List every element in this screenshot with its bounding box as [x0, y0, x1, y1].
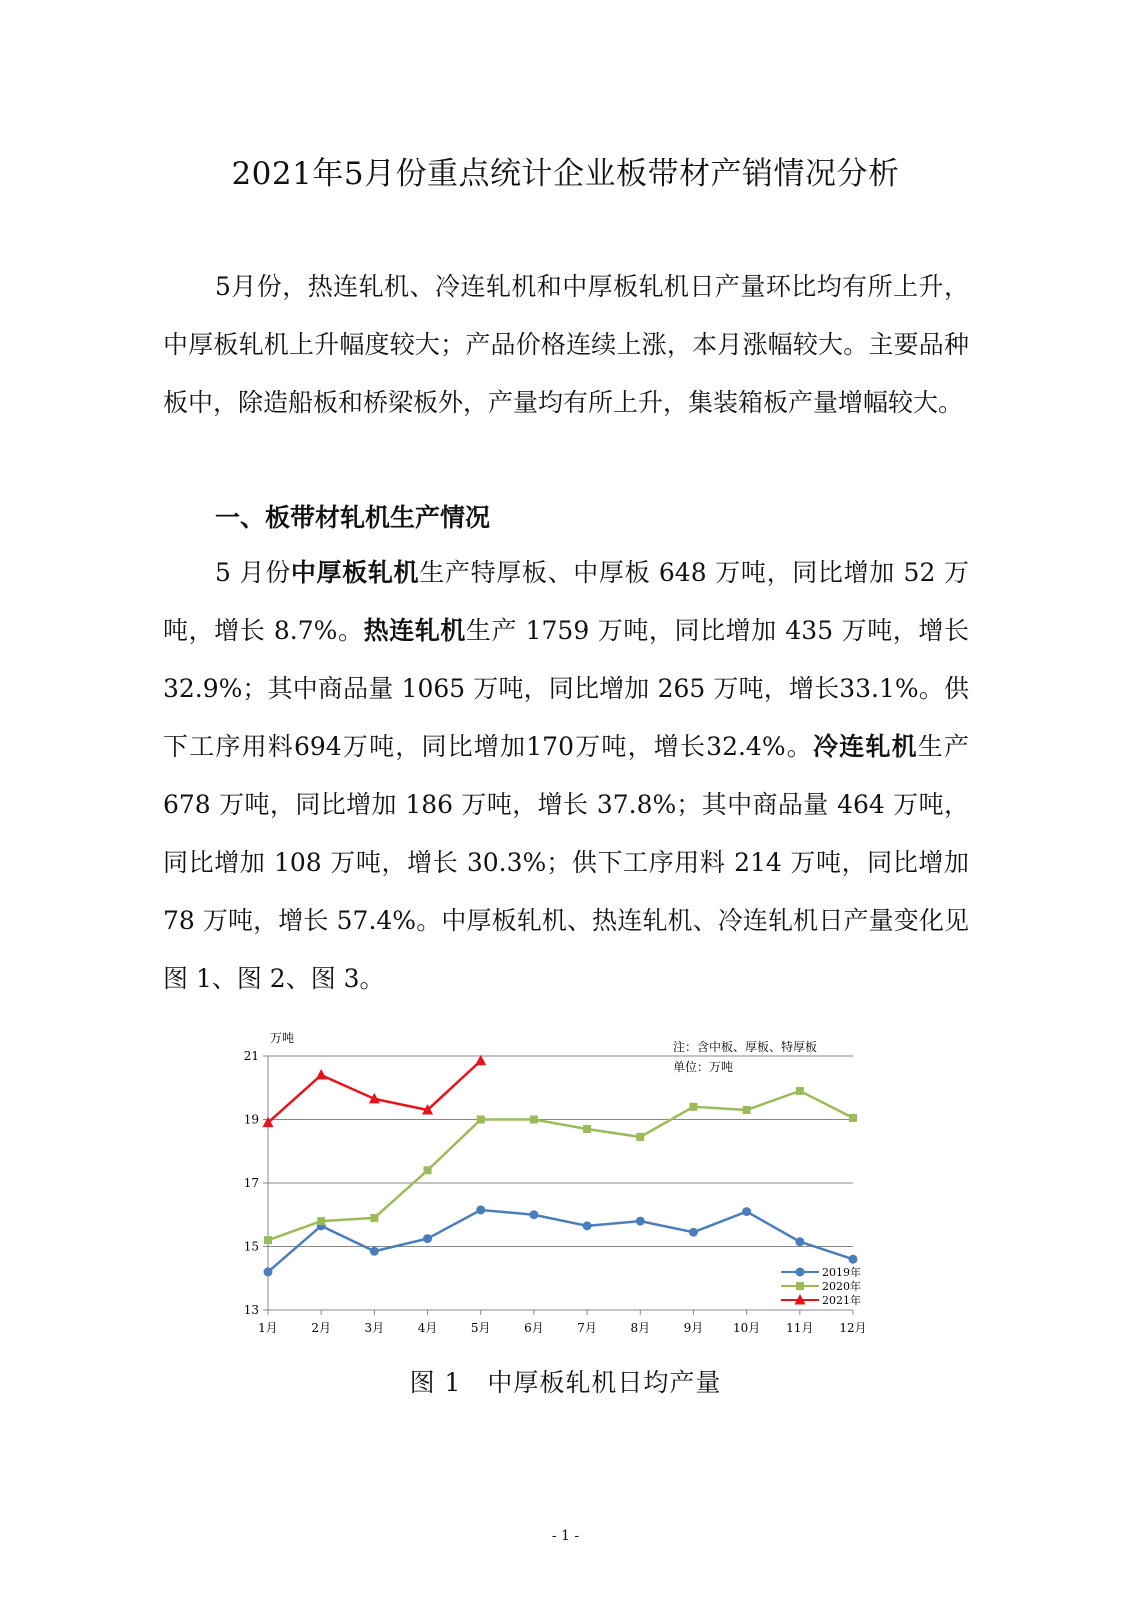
data-point — [423, 1234, 432, 1243]
y-tick-label: 13 — [243, 1303, 259, 1317]
legend-item — [781, 1265, 861, 1279]
x-tick-label: 5月 — [470, 1321, 491, 1335]
plate-stats: 生产特厚板、中厚板 648 万吨，同比增加 52 万吨，增长 8.7%。 — [163, 558, 969, 645]
legend-label: 2019年 — [822, 1266, 861, 1279]
mill-name-cold-strip: 冷连轧机 — [812, 732, 918, 761]
series-line — [268, 1091, 853, 1240]
data-point — [742, 1207, 751, 1216]
data-point — [317, 1217, 325, 1225]
section-heading: 一、板带材轧机生产情况 — [215, 503, 491, 532]
legend-item — [781, 1279, 861, 1293]
document-title: 2021年5月份重点统计企业板带材产销情况分析 — [231, 156, 900, 192]
p2-prefix: 5 月份 — [215, 558, 291, 587]
data-point — [849, 1114, 857, 1122]
intro-text: 5月份，热连轧机、冷连轧机和中厚板轧机日产量环比均有所上升，中厚板轧机上升幅度较大；产品价格连续上涨，本月涨幅较大。主要品种板中，除造船板和桥梁板外，产量均有所上升，集装箱板产量增幅较大。 — [163, 272, 969, 417]
data-point — [689, 1103, 697, 1111]
data-point — [424, 1166, 432, 1174]
y-unit-label: 万吨 — [270, 1031, 295, 1045]
data-point — [795, 1237, 804, 1246]
data-point — [583, 1125, 591, 1133]
x-tick-label: 9月 — [683, 1321, 704, 1335]
hot-strip-stats: 生产 1759 万吨，同比增加 435 万吨，增长 32.9%；其中商品量 1065 万吨，同比增加 265 万吨，增长33.1%。供下工序用料694万吨，同比增加170万吨，增长32.4%。 — [163, 616, 969, 761]
y-tick-label: 17 — [243, 1176, 259, 1190]
data-point — [796, 1282, 804, 1290]
data-point — [583, 1221, 592, 1230]
data-point — [476, 1205, 485, 1214]
legend-label: 2021年 — [822, 1294, 861, 1307]
x-tick-label: 3月 — [364, 1321, 385, 1335]
data-point — [370, 1247, 379, 1256]
series — [263, 1055, 858, 1277]
series-line — [268, 1061, 481, 1123]
x-tick-label: 8月 — [630, 1321, 651, 1335]
legend-label: 2020年 — [822, 1280, 861, 1293]
data-point — [796, 1268, 805, 1277]
data-point — [849, 1255, 858, 1264]
x-tick-label: 7月 — [577, 1321, 597, 1335]
x-tick-label: 1月 — [258, 1321, 278, 1335]
figure-caption: 图 1 中厚板轧机日均产量 — [409, 1368, 722, 1397]
series-2021年 — [263, 1055, 487, 1127]
y-tick-label: 15 — [243, 1239, 259, 1254]
data-point — [743, 1106, 751, 1114]
x-tick-label: 10月 — [732, 1321, 761, 1335]
data-point — [689, 1228, 698, 1237]
axes — [244, 1049, 867, 1335]
x-tick-label: 2月 — [311, 1321, 332, 1335]
y-tick-label: 19 — [243, 1112, 259, 1127]
intro-paragraph — [163, 258, 969, 432]
data-point — [529, 1210, 538, 1219]
page-number: - 1 - — [551, 1528, 580, 1544]
mill-name-hot-strip: 热连轧机 — [363, 616, 466, 645]
data-point — [316, 1069, 327, 1080]
x-tick-label: 11月 — [786, 1321, 814, 1335]
data-point — [796, 1087, 804, 1095]
data-point — [264, 1236, 272, 1244]
legend — [781, 1265, 861, 1307]
plate-mill-daily-output-chart — [230, 1028, 890, 1348]
data-point — [264, 1267, 273, 1276]
data-point — [636, 1133, 644, 1141]
data-point — [636, 1217, 645, 1226]
y-tick-label: 21 — [243, 1049, 259, 1063]
series-2019年 — [264, 1205, 858, 1276]
data-point — [370, 1214, 378, 1222]
x-tick-label: 6月 — [524, 1321, 544, 1335]
cold-strip-stats: 生产 678 万吨，同比增加 186 万吨，增长 37.8%；其中商品量 464 万吨，同比增加 108 万吨，增长 30.3%；供下工序用料 214 万吨，同比增加 78 万吨，增长 57.4%。中厚板轧机、热连轧机、冷连轧机日产量变化见图 1、图 2、图 3。 — [163, 732, 969, 993]
x-tick-label: 4月 — [417, 1321, 438, 1335]
legend-item — [781, 1293, 861, 1307]
data-point — [477, 1116, 485, 1124]
mill-name-plate: 中厚板轧机 — [290, 558, 420, 587]
chart-note: 注：含中板、厚板、特厚板 — [673, 1040, 818, 1054]
data-point — [530, 1116, 538, 1124]
production-paragraph — [163, 544, 969, 1008]
x-tick-label: 12月 — [839, 1321, 867, 1335]
chart-unit-note: 单位：万吨 — [673, 1060, 734, 1074]
